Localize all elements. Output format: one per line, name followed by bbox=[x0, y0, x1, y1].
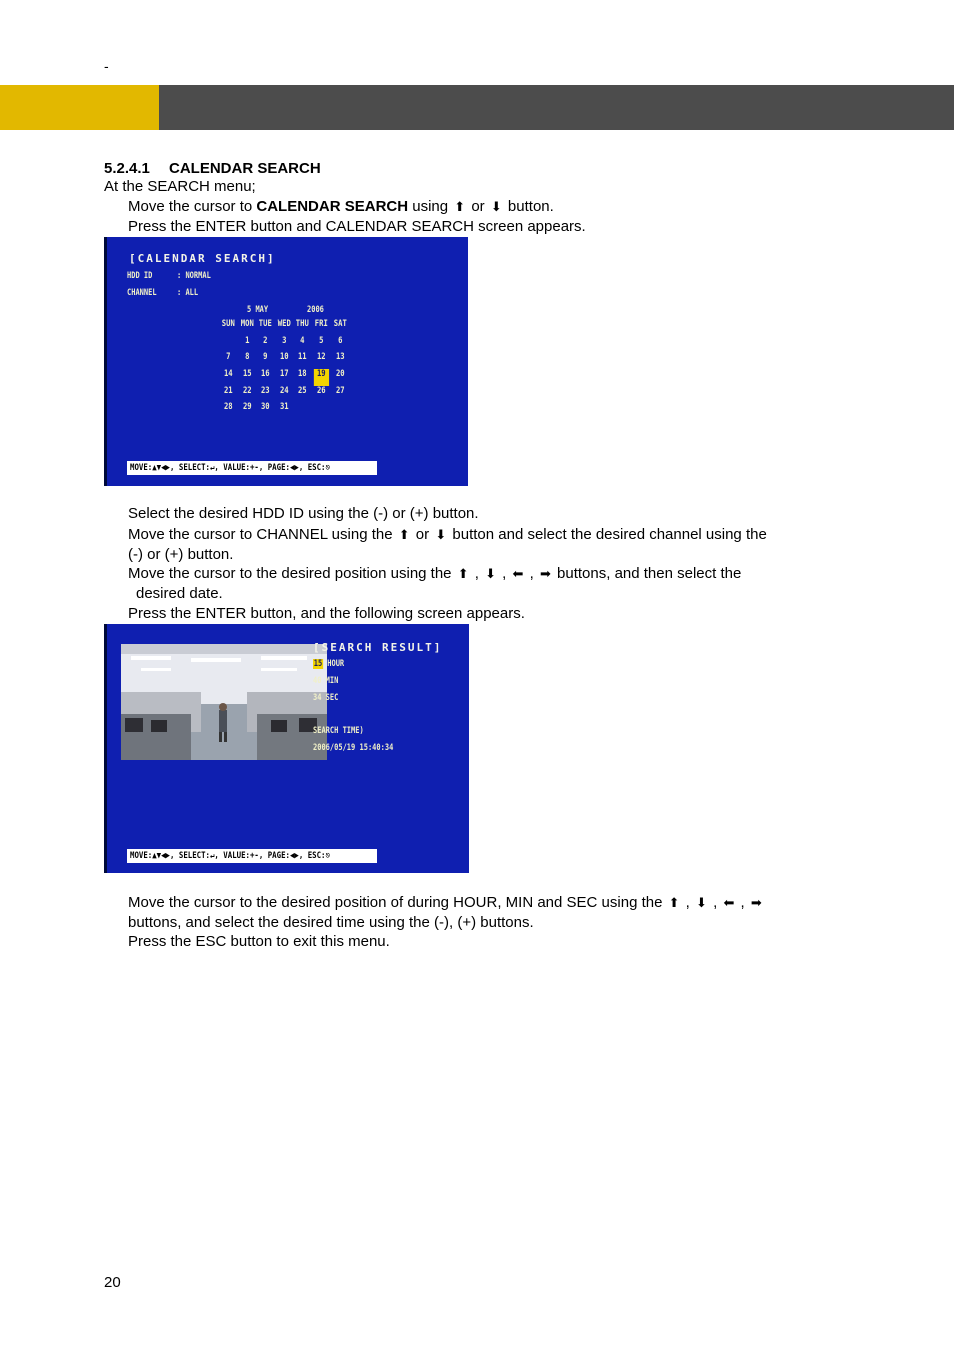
hour-value[interactable]: 15 bbox=[313, 659, 323, 669]
calendar-screen-title: [CALENDAR SEARCH] bbox=[129, 252, 276, 265]
calendar-day[interactable]: 16 bbox=[261, 369, 270, 380]
arrow-right-icon: ➡ bbox=[539, 566, 551, 581]
office-scene-image bbox=[121, 644, 327, 760]
weekday-label: MON bbox=[240, 319, 254, 329]
channel-label: CHANNEL bbox=[127, 288, 157, 298]
step-text: Move the cursor to CHANNEL using the bbox=[128, 526, 397, 543]
calendar-day[interactable]: 11 bbox=[298, 352, 308, 363]
step-move-cursor bbox=[128, 198, 554, 216]
hdd-id-label: HDD ID bbox=[127, 271, 153, 281]
result-screen-title: [SEARCH RESULT] bbox=[313, 641, 443, 654]
separator: , bbox=[708, 894, 722, 911]
step-text: Move the cursor to the desired position using the bbox=[128, 565, 456, 582]
step-move-channel-cont: (-) or (+) button. bbox=[128, 546, 234, 563]
arrow-down-icon: ⬇ bbox=[485, 566, 497, 581]
intro-text: At the SEARCH menu; bbox=[104, 178, 256, 195]
calendar-day[interactable] bbox=[295, 402, 310, 419]
header-band-accent bbox=[0, 85, 159, 130]
sec-field[interactable]: 34 SEC bbox=[313, 693, 339, 703]
step-select-hdd: Select the desired HDD ID using the (-) or (+) button. bbox=[128, 505, 479, 522]
calendar-week-row bbox=[219, 352, 349, 369]
calendar-day[interactable]: 30 bbox=[261, 402, 270, 413]
step-press-esc: Press the ESC button to exit this menu. bbox=[128, 933, 390, 950]
step-move-date-cont: desired date. bbox=[136, 585, 223, 602]
calendar-day[interactable]: 10 bbox=[279, 352, 289, 363]
calendar-day[interactable]: 18 bbox=[298, 369, 308, 380]
separator: , bbox=[736, 894, 749, 911]
arrow-up-icon: ⬆ bbox=[668, 895, 680, 910]
separator: , bbox=[525, 565, 538, 582]
calendar-day[interactable]: 24 bbox=[279, 385, 289, 396]
result-status-bar bbox=[127, 849, 377, 863]
step-text: Move the cursor to the desired position of during HOUR, MIN and SEC using the bbox=[128, 894, 667, 911]
arrow-up-icon: ⬆ bbox=[454, 199, 466, 214]
search-result-screen bbox=[104, 624, 469, 873]
calendar-day[interactable]: 9 bbox=[263, 352, 268, 363]
hour-field[interactable] bbox=[313, 659, 344, 669]
weekday-label: SUN bbox=[221, 319, 235, 329]
separator: , bbox=[498, 565, 511, 582]
step-move-time-cont: buttons, and select the desired time using the (-), (+) buttons. bbox=[128, 914, 534, 931]
step-move-channel bbox=[128, 526, 767, 544]
weekday-label: SAT bbox=[333, 319, 347, 329]
calendar-day[interactable]: 3 bbox=[281, 335, 287, 346]
calendar-day[interactable] bbox=[314, 402, 329, 419]
step-text: Move the cursor to bbox=[128, 198, 257, 215]
calendar-day[interactable]: 5 bbox=[319, 335, 324, 346]
arrow-right-icon: ➡ bbox=[750, 895, 762, 910]
page-number: 20 bbox=[104, 1274, 121, 1291]
channel-value: : ALL bbox=[177, 288, 199, 298]
arrow-down-icon: ⬇ bbox=[435, 527, 447, 542]
calendar-day[interactable]: 25 bbox=[298, 385, 308, 396]
arrow-left-icon: ⬅ bbox=[512, 566, 524, 581]
calendar-week-row bbox=[219, 386, 349, 403]
hour-label: HOUR bbox=[327, 659, 345, 669]
step-move-time bbox=[128, 894, 764, 912]
status-text: MOVE:▲▼◀▶, SELECT:↵, VALUE:+-, PAGE:◀▶, ESC:⎋ bbox=[130, 851, 330, 861]
camera-preview-image bbox=[121, 644, 327, 760]
section-number: 5.2.4.1 bbox=[104, 160, 150, 177]
calendar-day[interactable]: 6 bbox=[337, 335, 343, 346]
arrow-left-icon: ⬅ bbox=[723, 895, 735, 910]
calendar-week-row bbox=[219, 336, 349, 353]
calendar-day[interactable]: 8 bbox=[244, 352, 250, 363]
arrow-up-icon: ⬆ bbox=[398, 527, 410, 542]
calendar-day[interactable]: 27 bbox=[335, 385, 345, 396]
calendar-day[interactable]: 29 bbox=[242, 402, 252, 413]
min-field[interactable]: 40 MIN bbox=[313, 676, 339, 686]
calendar-day[interactable]: 12 bbox=[316, 352, 326, 363]
calendar-day[interactable]: 13 bbox=[335, 352, 345, 363]
search-time-value: 2006/05/19 15:40:34 bbox=[313, 743, 394, 753]
search-time-label: SEARCH TIME) bbox=[313, 726, 364, 736]
step-move-date bbox=[128, 565, 741, 583]
separator: , bbox=[681, 894, 695, 911]
step-bold-text: CALENDAR SEARCH bbox=[256, 198, 409, 215]
weekday-label: FRI bbox=[314, 319, 328, 329]
step-text: button. bbox=[503, 198, 554, 215]
header-dash: - bbox=[104, 58, 109, 74]
separator: , bbox=[470, 565, 484, 582]
weekday-label: TUE bbox=[258, 319, 272, 329]
calendar-weekday-row bbox=[219, 319, 349, 336]
step-text: or bbox=[467, 198, 489, 215]
calendar-day[interactable]: 15 bbox=[242, 369, 252, 380]
calendar-day[interactable]: 4 bbox=[300, 335, 305, 346]
status-text: MOVE:▲▼◀▶, SELECT:↵, VALUE:+-, PAGE:◀▶, ESC:⎋ bbox=[130, 463, 330, 473]
calendar-search-screen bbox=[104, 237, 468, 486]
arrow-down-icon: ⬇ bbox=[696, 895, 707, 910]
calendar-week-row bbox=[219, 402, 349, 419]
calendar-day[interactable]: 22 bbox=[242, 385, 252, 396]
weekday-label: THU bbox=[296, 319, 310, 329]
calendar-day[interactable]: 14 bbox=[223, 369, 233, 380]
step-press-enter-result: Press the ENTER button, and the following screen appears. bbox=[128, 605, 525, 622]
calendar-day[interactable] bbox=[221, 336, 236, 353]
calendar-day[interactable]: 21 bbox=[223, 385, 233, 396]
header-band bbox=[159, 85, 954, 130]
section-title: CALENDAR SEARCH bbox=[169, 160, 321, 177]
calendar-day[interactable]: 1 bbox=[244, 335, 250, 346]
calendar-day[interactable]: 7 bbox=[226, 352, 231, 363]
step-text: buttons, and then select the bbox=[552, 565, 742, 582]
calendar-day[interactable]: 28 bbox=[223, 402, 233, 413]
calendar-day[interactable]: 2 bbox=[263, 335, 268, 346]
calendar-day[interactable]: 31 bbox=[279, 402, 289, 413]
calendar-status-bar bbox=[127, 461, 377, 475]
calendar-day[interactable]: 23 bbox=[261, 385, 270, 396]
calendar-grid bbox=[219, 319, 349, 419]
arrow-up-icon: ⬆ bbox=[457, 566, 469, 581]
arrow-down-icon: ⬇ bbox=[490, 199, 502, 214]
step-text: or bbox=[411, 526, 434, 543]
step-text: using bbox=[408, 198, 453, 215]
calendar-day[interactable] bbox=[332, 402, 347, 419]
calendar-year: 2006 bbox=[307, 305, 324, 315]
hdd-id-value: : NORMAL bbox=[177, 271, 211, 281]
calendar-week-row bbox=[219, 369, 349, 386]
calendar-month: 5 MAY bbox=[247, 305, 269, 315]
step-text: button and select the desired channel using the bbox=[448, 526, 767, 543]
calendar-day[interactable]: 20 bbox=[335, 369, 345, 380]
calendar-day-selected[interactable]: 19 bbox=[314, 369, 329, 386]
section-heading bbox=[104, 160, 321, 177]
calendar-day[interactable]: 26 bbox=[316, 385, 326, 396]
weekday-label: WED bbox=[277, 319, 291, 329]
calendar-day[interactable]: 17 bbox=[279, 369, 289, 380]
step-press-enter: Press the ENTER button and CALENDAR SEARCH screen appears. bbox=[128, 218, 586, 235]
